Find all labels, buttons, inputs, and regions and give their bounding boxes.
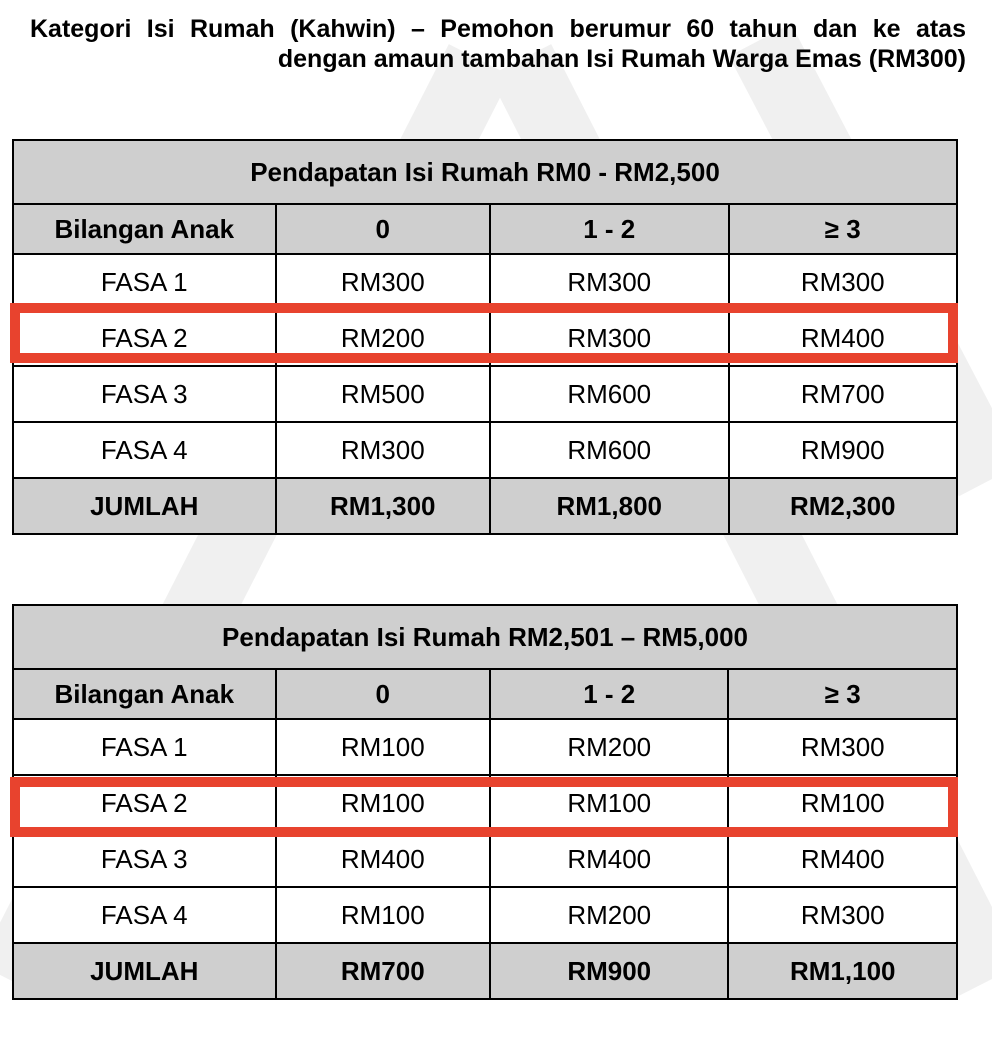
amount-cell: RM100 bbox=[276, 775, 490, 831]
table-heading: Pendapatan Isi Rumah RM0 - RM2,500 bbox=[13, 140, 957, 204]
column-header-row bbox=[13, 204, 957, 254]
amount-cell: RM400 bbox=[728, 831, 957, 887]
phase-label: FASA 2 bbox=[13, 310, 276, 366]
table-row bbox=[13, 254, 957, 310]
column-header: 0 bbox=[276, 669, 490, 719]
phase-label: FASA 4 bbox=[13, 887, 276, 943]
amount-cell: RM300 bbox=[729, 254, 958, 310]
amount-cell: RM300 bbox=[490, 254, 729, 310]
column-header: 1 - 2 bbox=[490, 669, 728, 719]
column-header: Bilangan Anak bbox=[13, 669, 276, 719]
table-heading: Pendapatan Isi Rumah RM2,501 – RM5,000 bbox=[13, 605, 957, 669]
amount-cell: RM400 bbox=[276, 831, 490, 887]
amount-cell: RM500 bbox=[276, 366, 490, 422]
amount-cell: RM100 bbox=[490, 775, 728, 831]
total-row bbox=[13, 478, 957, 534]
total-label: JUMLAH bbox=[13, 943, 276, 999]
phase-label: FASA 1 bbox=[13, 254, 276, 310]
amount-cell: RM400 bbox=[490, 831, 728, 887]
amount-cell: RM300 bbox=[276, 254, 490, 310]
amount-cell: RM200 bbox=[490, 719, 728, 775]
column-header-row bbox=[13, 669, 957, 719]
phase-label: FASA 2 bbox=[13, 775, 276, 831]
amount-cell: RM300 bbox=[276, 422, 490, 478]
phase-label: FASA 4 bbox=[13, 422, 276, 478]
amount-cell: RM600 bbox=[490, 422, 729, 478]
amount-cell: RM100 bbox=[276, 887, 490, 943]
amount-cell: RM400 bbox=[729, 310, 958, 366]
amount-cell: RM200 bbox=[490, 887, 728, 943]
column-header: ≥ 3 bbox=[729, 204, 958, 254]
column-header: 0 bbox=[276, 204, 490, 254]
amount-cell: RM600 bbox=[490, 366, 729, 422]
total-cell: RM2,300 bbox=[729, 478, 958, 534]
amount-cell: RM300 bbox=[728, 719, 957, 775]
amount-cell: RM100 bbox=[276, 719, 490, 775]
phase-label: FASA 1 bbox=[13, 719, 276, 775]
highlight-box-fasa-2 bbox=[10, 777, 958, 837]
highlight-box-fasa-2 bbox=[10, 303, 958, 363]
total-cell: RM1,300 bbox=[276, 478, 490, 534]
amount-cell: RM200 bbox=[276, 310, 490, 366]
page-title: Kategori Isi Rumah (Kahwin) – Pemohon berumur 60 tahun dan ke atas dengan amaun tambahan Isi Rumah Warga Emas (RM300) bbox=[30, 15, 966, 73]
amount-cell: RM300 bbox=[728, 887, 957, 943]
total-cell: RM700 bbox=[276, 943, 490, 999]
column-header: ≥ 3 bbox=[728, 669, 957, 719]
total-label: JUMLAH bbox=[13, 478, 276, 534]
table-row bbox=[13, 422, 957, 478]
total-cell: RM900 bbox=[490, 943, 728, 999]
table-row bbox=[13, 719, 957, 775]
total-cell: RM1,800 bbox=[490, 478, 729, 534]
table-row bbox=[13, 831, 957, 887]
total-row bbox=[13, 943, 957, 999]
amount-cell: RM900 bbox=[729, 422, 958, 478]
amount-cell: RM300 bbox=[490, 310, 729, 366]
total-cell: RM1,100 bbox=[728, 943, 957, 999]
table-row bbox=[13, 887, 957, 943]
amount-cell: RM700 bbox=[729, 366, 958, 422]
phase-label: FASA 3 bbox=[13, 366, 276, 422]
column-header: Bilangan Anak bbox=[13, 204, 276, 254]
amount-cell: RM100 bbox=[728, 775, 957, 831]
table-row bbox=[13, 366, 957, 422]
phase-label: FASA 3 bbox=[13, 831, 276, 887]
column-header: 1 - 2 bbox=[490, 204, 729, 254]
